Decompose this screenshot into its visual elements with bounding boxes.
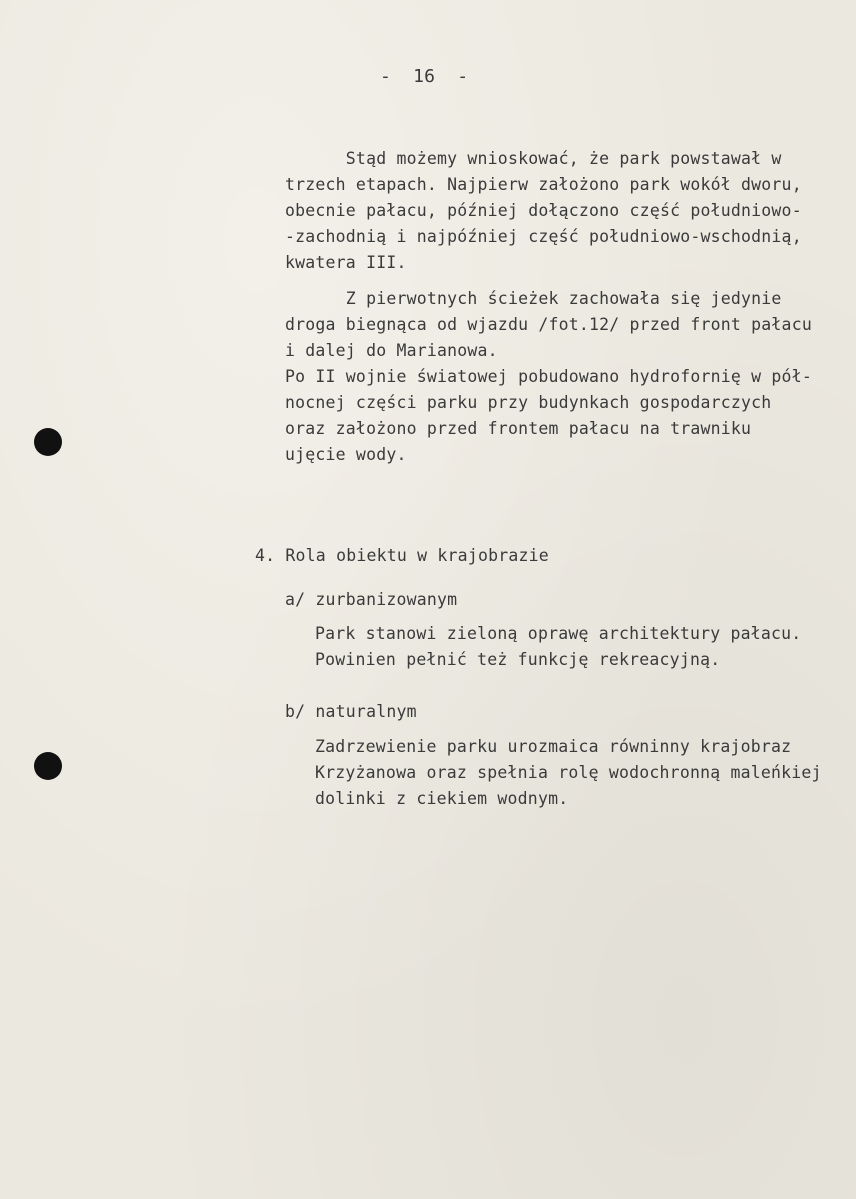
text-line: i dalej do Marianowa. xyxy=(285,341,498,360)
text-line: Powinien pełnić też funkcję rekreacyjną. xyxy=(315,650,721,669)
paragraph-2 xyxy=(285,286,845,468)
text-line: Krzyżanowa oraz spełnia rolę wodochronną maleńkiej xyxy=(315,763,822,782)
text-line: trzech etapach. Najpierw założono park wokół dworu, xyxy=(285,175,802,194)
subsection-b-label: b/ naturalnym xyxy=(285,702,417,721)
section-heading: 4. Rola obiektu w krajobrazie xyxy=(255,546,549,565)
text-line: dolinki z ciekiem wodnym. xyxy=(315,789,569,808)
text-line: nocnej części parku przy budynkach gospodarczych xyxy=(285,393,772,412)
paragraph-1 xyxy=(285,146,845,276)
text-line: kwatera III. xyxy=(285,253,407,272)
punch-hole-top xyxy=(34,428,62,456)
text-line: Zadrzewienie parku urozmaica równinny krajobraz xyxy=(315,737,792,756)
subsection-b-text xyxy=(315,734,856,812)
text-line: obecnie pałacu, później dołączono część południowo- xyxy=(285,201,802,220)
subsection-a-label: a/ zurbanizowanym xyxy=(285,590,458,609)
text-line: Stąd możemy wnioskować, że park powstawał w xyxy=(285,149,782,168)
text-line: Z pierwotnych ścieżek zachowała się jedynie xyxy=(285,289,782,308)
subsection-a-text xyxy=(315,621,856,673)
text-line: Park stanowi zieloną oprawę architektury pałacu. xyxy=(315,624,802,643)
text-line: Po II wojnie światowej pobudowano hydrofornię w pół- xyxy=(285,367,812,386)
punch-hole-bottom xyxy=(34,752,62,780)
text-line: oraz założono przed frontem pałacu na trawniku xyxy=(285,419,752,438)
text-line: -zachodnią i najpóźniej część południowo-wschodnią, xyxy=(285,227,802,246)
page-number: - 16 - xyxy=(380,66,469,87)
text-line: droga biegnąca od wjazdu /fot.12/ przed front pałacu xyxy=(285,315,812,334)
text-line: ujęcie wody. xyxy=(285,445,407,464)
